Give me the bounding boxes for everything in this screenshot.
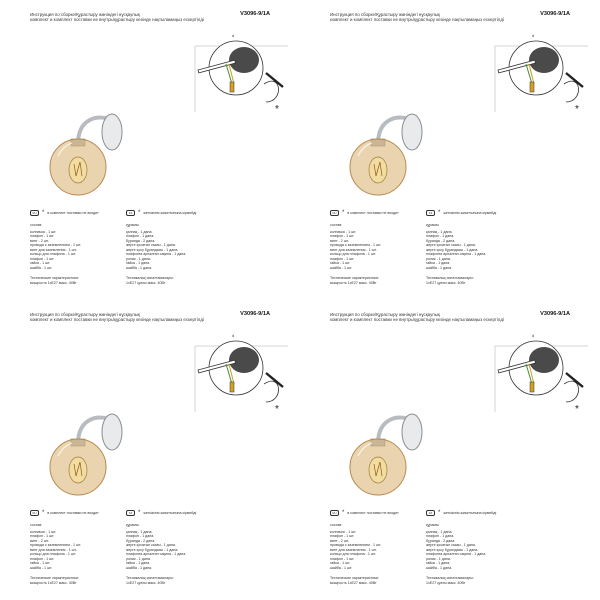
list-item: колпачок - 1 шт. [330,229,357,234]
parts-title-kz: құрамы: [426,523,440,527]
legend-ru [30,510,99,516]
ru-badge: RU [330,510,339,516]
svg-text:d: d [232,33,235,38]
list-item: кольцо для плафона - 1 шт. [330,252,376,256]
sheet-title: Инструкция по сборке/Құрастыру жөніндегі нұсқаулық [330,12,440,17]
parts-items-ru [330,530,418,571]
list-item: плафон - 1 шт. [330,234,355,238]
list-item: бұранда - 2 дана. [126,538,156,543]
sheet-header [30,312,270,322]
sheet-header [330,312,570,322]
list-item: қалпақ - 1 дана. [126,229,153,234]
legend-ru-text: в комплект поставки не входит [347,211,399,215]
wall-plate [529,347,559,373]
wall-plate [229,347,259,373]
instruction-sheet-top-left [0,0,300,300]
tech-line: 1xE27 қуаты макс. 40Вт [426,280,466,285]
sheet-header [30,12,270,22]
legend-kz-text: жеткізілім жиынтығына кірмейді [143,211,197,215]
ru-badge: RU [30,210,39,216]
list-item: колпачок - 1 шт. [30,529,57,534]
kz-badge: KZ [426,210,435,216]
list-item: винт для заземления - 1 шт. [330,247,377,252]
sheet-title: Инструкция по сборке/Құрастыру жөніндегі нұсқаулық [30,312,140,317]
parts-list-kz [426,223,514,285]
list-item: бұранда - 2 дана. [426,238,456,243]
parts-list-ru [30,523,118,585]
legend-kz-text: жеткізілім жиынтығына кірмейді [443,511,497,515]
tech-specs-ru [330,276,418,285]
tech-line: 1xE27 қуаты макс. 40Вт [126,580,166,585]
asterisk-icon: * [138,509,141,516]
tech-specs-ru [30,576,118,585]
screwdriver-icon [566,373,583,387]
parts-items-ru [330,230,418,271]
asterisk-icon: * [275,404,279,415]
list-item: колпачок - 1 шт. [30,229,57,234]
parts-list-kz [126,523,214,585]
parts-list-ru [30,223,118,285]
list-item: плафон - 1 дана. [126,534,155,538]
parts-list-ru [330,223,418,285]
tech-line: Техникалық сипаттамалары: [126,576,174,580]
list-item: шайба - 1 дана. [126,265,153,270]
sheet-subtitle: комплект и комплект поставки не внутрь/құрастыру кезінде нақтыламаңыз ескертілді [330,317,504,323]
tech-line: Техникалық сипаттамалары: [426,276,474,280]
list-item: жерге қосатын сымы - 1 дана. [126,243,176,247]
asterisk-icon: * [138,209,141,216]
instruction-sheet-bottom-right [300,300,600,600]
list-item: ролик - 1 дана. [426,256,451,261]
list-item: провода с заземлением - 1 шт. [30,243,82,247]
tech-specs-kz [126,576,214,585]
kz-badge: KZ [126,210,135,216]
list-item: плафонға арналған сақина - 1 дана. [126,552,187,556]
legend-kz [126,510,196,516]
list-item: жерге қосатын сымы - 1 дана. [126,543,176,547]
asterisk-icon: * [575,404,579,415]
list-item: гайка - 1 дана. [426,561,451,565]
list-item: винт для заземления - 1 шт. [30,547,77,552]
list-item: шайба - 1 дана. [126,565,153,570]
list-item: плафон - 1 шт. [30,534,55,538]
list-item: плафон - 1 шт. [30,256,55,261]
wall-plate [229,47,259,73]
tech-specs-ru [30,276,118,285]
tech-line: мощность 1xE27 макс. 40Вт [30,280,77,285]
list-item: плафонға арналған сақина - 1 дана. [426,552,487,556]
sheet-header [330,12,570,22]
parts-items-kz [126,530,214,571]
list-item: жерге қосу бұрандасы - 1 дана. [426,547,479,552]
list-item: винт для заземления - 1 шт. [330,547,377,552]
list-item: бұранда - 2 дана. [126,238,156,243]
list-item: плафон - 1 дана. [126,234,155,238]
list-item: провода с заземлением - 1 шт. [330,243,382,247]
list-item: шайба - 1 дана. [426,265,453,270]
svg-text:d: d [232,333,235,338]
instruction-sheet-bottom-left [0,300,300,600]
parts-title-kz: құрамы: [126,523,140,527]
screwdriver-icon [566,73,583,87]
list-item: гайка - 1 шт. [30,561,51,565]
list-item: плафон - 1 шт. [30,556,55,561]
list-item: жерге қосатын сымы - 1 дана. [426,543,476,547]
asterisk-icon: * [275,104,279,115]
list-item: плафон - 1 дана. [426,234,455,238]
list-item: винт - 2 шт. [330,538,349,543]
sheet-title: Инструкция по сборке/Құрастыру жөніндегі нұсқаулық [330,312,440,317]
parts-items-ru [30,530,118,571]
model-number: V3096-9/1A [540,11,570,17]
list-item: плафон - 1 шт. [330,534,355,538]
tech-line: мощность 1xE27 макс. 40Вт [330,580,377,585]
lamp-photo [28,400,128,500]
legend-ru [30,210,99,216]
parts-title-kz: құрамы: [426,223,440,227]
legend-kz [426,510,496,516]
parts-list-ru [330,523,418,585]
tech-specs-kz [426,576,514,585]
legend-ru-text: в комплект поставки не входит [47,511,99,515]
legend-kz [126,210,196,216]
parts-title-kz: құрамы: [126,223,140,227]
tech-line: Технические характеристики: [330,576,379,580]
tech-specs-ru [330,576,418,585]
ru-badge: RU [330,210,339,216]
list-item: плафонға арналған сақина - 1 дана. [426,252,487,256]
model-number: V3096-9/1A [240,11,270,17]
list-item: жерге қосу бұрандасы - 1 дана. [126,547,179,552]
lamp-base [402,414,422,450]
list-item: ролик - 1 дана. [126,256,151,261]
list-item: гайка - 1 дана. [126,261,151,265]
list-item: гайка - 1 дана. [426,261,451,265]
mounting-diagram [180,326,290,416]
model-number: V3096-9/1A [240,311,270,317]
parts-items-kz [126,230,214,271]
list-item: гайка - 1 шт. [330,261,351,265]
tech-line: 1xE27 қуаты макс. 40Вт [426,580,466,585]
tech-line: Технические характеристики: [30,576,79,580]
wall-plate [529,47,559,73]
screwdriver-icon [266,373,283,387]
legend-ru-text: в комплект поставки не входит [347,511,399,515]
lamp-photo [28,100,128,200]
parts-items-kz [426,230,514,271]
list-item: жерге қосу бұрандасы - 1 дана. [126,247,179,252]
list-item: кольцо для плафона - 1 шт. [30,252,76,256]
list-item: бұранда - 2 дана. [426,538,456,543]
list-item: плафон - 1 дана. [426,534,455,538]
legend-ru-text: в комплект поставки не входит [47,211,99,215]
lamp-base [102,114,122,150]
tech-line: Технические характеристики: [30,276,79,280]
list-item: колпачок - 1 шт. [330,529,357,534]
tech-line: мощность 1xE27 макс. 40Вт [330,280,377,285]
tech-specs-kz [426,276,514,285]
parts-title-ru: состав: [330,223,343,227]
list-item: қалпақ - 1 дана. [426,229,453,234]
lamp-photo [328,400,428,500]
list-item: кольцо для плафона - 1 шт. [330,552,376,556]
tech-line: Техникалық сипаттамалары: [426,576,474,580]
list-item: плафон - 1 шт. [330,556,355,561]
tech-line: 1xE27 қуаты макс. 40Вт [126,280,166,285]
list-item: шайба - 1 шт. [330,265,353,270]
list-item: винт - 2 шт. [30,238,49,243]
parts-items-kz [426,530,514,571]
list-item: жерге қосу бұрандасы - 1 дана. [426,247,479,252]
list-item: винт - 2 шт. [330,238,349,243]
kz-badge: KZ [126,510,135,516]
tech-line: Техникалық сипаттамалары: [126,276,174,280]
list-item: қалпақ - 1 дана. [426,529,453,534]
list-item: гайка - 1 шт. [30,261,51,265]
sheet-subtitle: комплект и комплект поставки не внутрь/құрастыру кезінде нақтыламаңыз ескертілді [30,317,204,323]
parts-title-ru: состав: [30,523,43,527]
legend-ru [330,210,399,216]
list-item: винт - 2 шт. [30,538,49,543]
asterisk-icon: * [438,509,441,516]
legend-ru [330,510,399,516]
list-item: плафон - 1 шт. [330,256,355,261]
list-item: шайба - 1 дана. [426,565,453,570]
screwdriver-icon [266,73,283,87]
list-item: шайба - 1 шт. [330,565,353,570]
parts-title-ru: состав: [30,223,43,227]
legend-kz [426,210,496,216]
list-item: плафон - 1 шт. [30,234,55,238]
legend-kz-text: жеткізілім жиынтығына кірмейді [443,211,497,215]
ru-badge: RU [30,510,39,516]
tech-specs-kz [126,276,214,285]
parts-title-ru: состав: [330,523,343,527]
list-item: шайба - 1 шт. [30,565,53,570]
asterisk-icon: * [438,209,441,216]
asterisk-icon: * [575,104,579,115]
svg-text:d: d [532,33,535,38]
legend-kz-text: жеткізілім жиынтығына кірмейді [143,511,197,515]
list-item: қалпақ - 1 дана. [126,529,153,534]
asterisk-icon: * [342,509,345,516]
list-item: винт для заземления - 1 шт. [30,247,77,252]
parts-items-ru [30,230,118,271]
tech-line: мощность 1xE27 макс. 40Вт [30,580,77,585]
lamp-base [402,114,422,150]
model-number: V3096-9/1A [540,311,570,317]
mounting-diagram [480,326,590,416]
list-item: кольцо для плафона - 1 шт. [30,552,76,556]
list-item: ролик - 1 дана. [126,556,151,561]
list-item: гайка - 1 дана. [126,561,151,565]
parts-list-kz [126,223,214,285]
lamp-base [102,414,122,450]
kz-badge: KZ [426,510,435,516]
mounting-diagram [480,26,590,116]
list-item: провода с заземлением - 1 шт. [30,543,82,547]
asterisk-icon: * [42,209,45,216]
instruction-sheet-top-right [300,0,600,300]
list-item: ролик - 1 дана. [426,556,451,561]
asterisk-icon: * [342,209,345,216]
mounting-diagram [180,26,290,116]
sheet-subtitle: комплект и комплект поставки не внутрь/құрастыру кезінде нақтыламаңыз ескертілді [330,17,504,23]
list-item: жерге қосатын сымы - 1 дана. [426,243,476,247]
lamp-photo [328,100,428,200]
parts-list-kz [426,523,514,585]
sheet-title: Инструкция по сборке/Құрастыру жөніндегі нұсқаулық [30,12,140,17]
sheet-subtitle: комплект и комплект поставки не внутрь/құрастыру кезінде нақтыламаңыз ескертілді [30,17,204,23]
list-item: провода с заземлением - 1 шт. [330,543,382,547]
list-item: плафонға арналған сақина - 1 дана. [126,252,187,256]
list-item: гайка - 1 шт. [330,561,351,565]
tech-line: Технические характеристики: [330,276,379,280]
list-item: шайба - 1 шт. [30,265,53,270]
svg-text:d: d [532,333,535,338]
asterisk-icon: * [42,509,45,516]
